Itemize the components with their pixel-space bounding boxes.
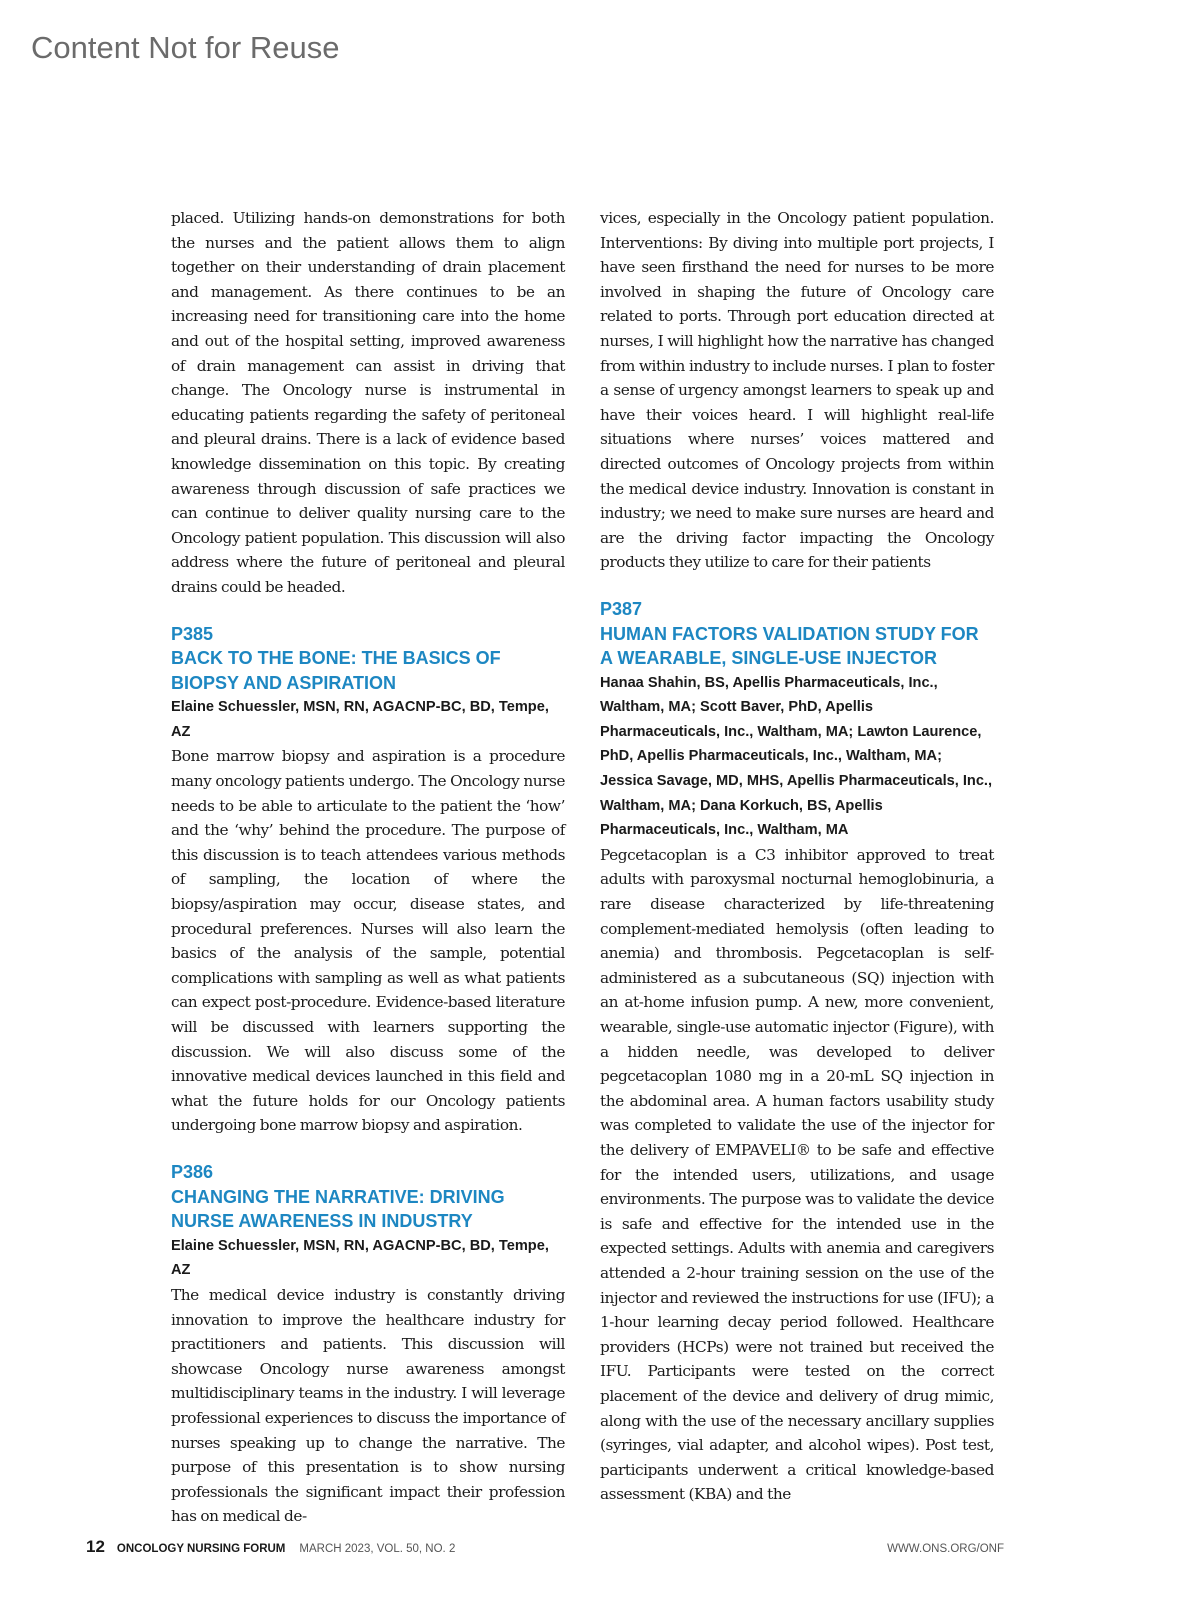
page-footer <box>86 1537 1004 1557</box>
abstract-body: The medical device industry is constantly driving innovation to improve the healthcare industry for practitioners and patients. This discussion will showcase Oncology nurse awareness amongst multidisciplinary teams in the industry. I will leverage professional experiences to discuss the importance of nurses speaking up to change the narrative. The purpose of this presentation is to show nursing professionals the significant impact their profession has on medical de- <box>171 1285 565 1526</box>
journal-url[interactable]: WWW.ONS.ORG/ONF <box>887 1543 1004 1555</box>
abstract-p387 <box>600 597 994 1507</box>
right-column <box>600 206 994 1507</box>
abstract-body: Pegcetacoplan is a C3 inhibitor approved to treat adults with paroxysmal nocturnal hemoglobinuria, a rare disease characterized by life-threatening complement-mediated hemolysis (often leading to anemia) and thrombosis. Pegcetacoplan is self-administered as a subcutaneous (SQ) injection with an at-home infusion pump. A new, more convenient, wearable, single-use automatic injector (Figure), with a hidden needle, was developed to deliver pegcetacoplan 1080 mg in a 20-mL SQ injection in the abdominal area. A human factors usability study was completed to validate the use of the injector for the delivery of EMPAVELI® to be safe and effective for the intended users, utilizations, and usage environments. The purpose was to validate the device is safe and effective for the intended use in the expected settings. Adults with anemia and caregivers attended a 2-hour training session on the use of the injector and reviewed the instructions for use (IFU); a 1-hour learning decay period followed. Healthcare providers (HCPs) were not trained but received the IFU. Participants were tested on the correct placement of the device and delivery of drug mimic, along with the use of the necessary ancillary supplies (syringes, vial adapter, and alcohol wipes). Post test, participants underwent a critical knowledge-based assessment (KBA) and the <box>600 845 994 1504</box>
abstract-title: CHANGING THE NARRATIVE: DRIVING NURSE AWARENESS IN INDUSTRY <box>171 1186 505 1232</box>
journal-name: ONCOLOGY NURSING FORUM <box>116 1543 286 1555</box>
left-column <box>171 206 565 1529</box>
abstract-p385 <box>171 622 565 1138</box>
abstract-p386 <box>171 1160 565 1529</box>
abstract-authors: Elaine Schuessler, MSN, RN, AGACNP-BC, BD, Tempe, AZ <box>171 1237 549 1279</box>
abstract-id: P385 <box>171 623 214 644</box>
page-number: 12 <box>86 1537 105 1556</box>
continued-text: vices, especially in the Oncology patient population. Interventions: By diving into multiple port projects, I have seen firsthand the need for nurses to be more involved in shaping the future of Oncology care related to ports. Through port education directed at nurses, I will highlight how the narrative has changed from within industry to include nurses. I plan to foster a sense of urgency amongst learners to speak up and have their voices heard. I will highlight real-life situations where nurses’ voices mattered and directed outcomes of Oncology projects from within the medical device industry. Innovation is constant in industry; we need to make sure nurses are heard and are the driving factor impacting the Oncology products they utilize to care for their patients <box>600 209 994 572</box>
issue-info: MARCH 2023, VOL. 50, NO. 2 <box>299 1543 456 1555</box>
abstract-title: HUMAN FACTORS VALIDATION STUDY FOR A WEARABLE, SINGLE-USE INJECTOR <box>600 623 979 669</box>
watermark: Content Not for Reuse <box>31 30 340 65</box>
abstract-authors: Hanaa Shahin, BS, Apellis Pharmaceuticals, Inc., Waltham, MA; Scott Baver, PhD, Apellis Pharmaceuticals, Inc., Waltham, MA; Lawton Laurence, PhD, Apellis Pharmaceuticals, Inc., Waltham, MA; Jessica Savage, MD, MHS, Apellis Pharmaceuticals, Inc., Waltham, MA; Dana Korkuch, BS, Apellis Pharmaceuticals, Inc., Waltham, MA <box>600 674 993 839</box>
abstract-body: Bone marrow biopsy and aspiration is a procedure many oncology patients undergo. The Oncology nurse needs to be able to articulate to the patient the ‘how’ and the ‘why’ behind the procedure. The purpose of this discussion is to teach attendees various methods of sampling, the location of where the biopsy/aspiration may occur, disease states, and procedural preferences. Nurses will also learn the basics of the analysis of the sample, potential complications with sampling as well as what patients can expect post-procedure. Evidence-based literature will be discussed with learners supporting the discussion. We will also discuss some of the innovative medical devices launched in this field and what the future holds for our Oncology patients undergoing bone marrow biopsy and aspiration. <box>171 747 565 1135</box>
abstract-id: P387 <box>600 598 643 619</box>
abstract-title: BACK TO THE BONE: THE BASICS OF BIOPSY AND ASPIRATION <box>171 648 501 693</box>
abstract-id: P386 <box>171 1161 214 1182</box>
continued-text: placed. Utilizing hands-on demonstrations for both the nurses and the patient allows them to align together on their understanding of drain placement and management. As there continues to be an increasing need for transitioning care into the home and out of the hospital setting, improved awareness of drain management can assist in driving that change. The Oncology nurse is instrumental in educating patients regarding the safety of peritoneal and pleural drains. There is a lack of evidence based knowledge dissemination on this topic. By creating awareness through discussion of safe practices we can continue to deliver quality nursing care to the Oncology patient population. This discussion will also address where the future of peritoneal and pleural drains could be headed. <box>171 209 565 596</box>
abstract-authors: Elaine Schuessler, MSN, RN, AGACNP-BC, BD, Tempe, AZ <box>171 699 549 740</box>
